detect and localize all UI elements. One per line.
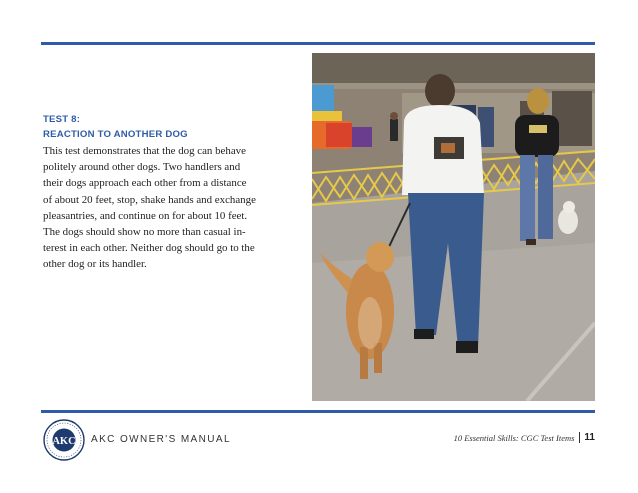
handlers-with-dogs-photo [312,53,595,401]
logo-wordmark: AKC [52,436,76,447]
test-description: This test demonstrates that the dog can behave politely around other dogs. Two handlers and their dogs approach each other from a distance of about 20 feet, stop, shake hands and exchange pleasantries, and continue on for about 10 feet. The dogs should show no more than casual in- terest in each other. Neither dog should go to the other dog or its handler. [43,145,256,271]
bottom-divider [41,410,595,413]
chapter-title: 10 Essential Skills: CGC Test Items [453,432,575,443]
photo-illustration [312,53,595,401]
footer-page-info [454,432,595,443]
top-divider [41,42,595,45]
akc-seal-logo [43,419,85,461]
seal-graphic [43,419,85,461]
manual-name: AKC OWNER'S MANUAL [91,434,231,445]
page-number: 11 [584,432,595,443]
test-section [43,113,293,273]
footer-separator [579,432,580,443]
test-number: TEST 8: [43,114,81,125]
test-title: REACTION TO ANOTHER DOG [43,129,188,140]
